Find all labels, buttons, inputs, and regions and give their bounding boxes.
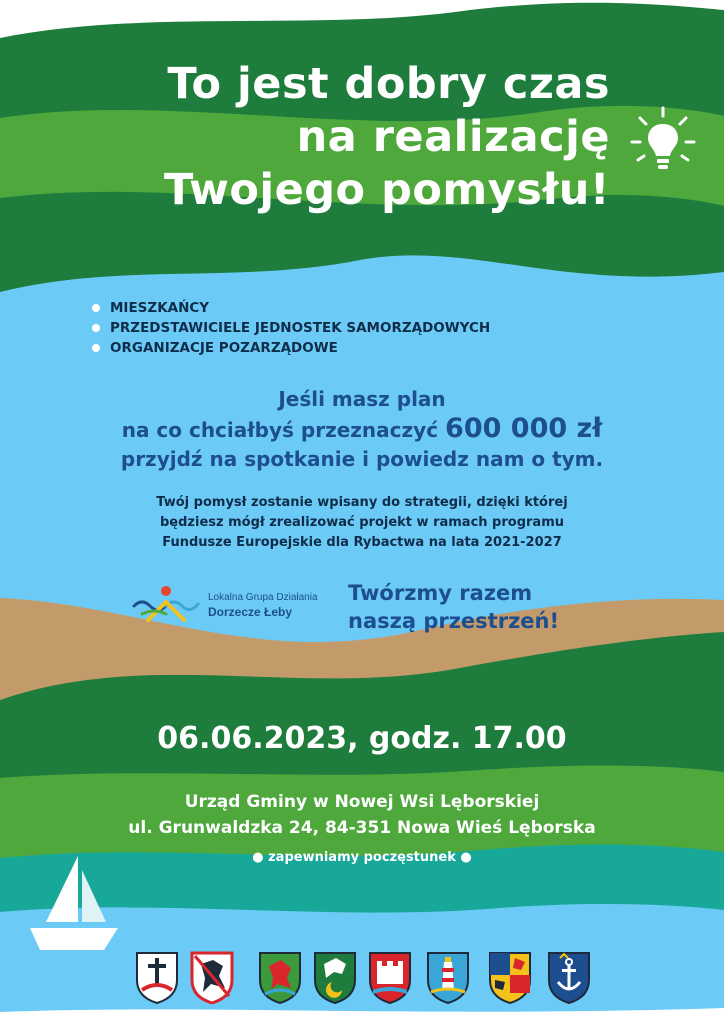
crest-griffin-moon-icon <box>312 950 358 1004</box>
amount: 600 000 zł <box>445 413 603 444</box>
venue-line-2: ul. Grunwaldzka 24, 84-351 Nowa Wieś Lęborska <box>128 818 596 838</box>
info-line-1: Twój pomysł zostanie wpisany do strategii, dzięki której <box>156 495 568 510</box>
headline-line-3: Twojego pomysłu! <box>164 165 610 215</box>
info-line-2: będziesz mógł zrealizować projekt w ramach programu <box>160 515 564 530</box>
refreshments-note: ● zapewniamy poczęstunek ● <box>252 850 472 865</box>
crest-anchor-icon <box>546 950 592 1004</box>
crest-lighthouse-icon <box>425 950 471 1004</box>
slogan-line-1: Twórzmy razem <box>348 581 533 605</box>
lead-line-2 <box>0 414 724 445</box>
event-venue <box>0 789 724 841</box>
headline <box>0 58 610 217</box>
slogan-line-2: naszą przestrzeń! <box>348 609 560 633</box>
sailboat-icon <box>26 852 122 960</box>
lead-text <box>0 385 724 474</box>
event-datetime: 06.06.2023, godz. 17.00 <box>157 721 567 756</box>
municipal-crests <box>134 950 594 1008</box>
crest-yellow-griffins-icon <box>487 950 533 1004</box>
headline-line-2: na realizację <box>296 112 610 162</box>
info-paragraph <box>0 493 724 553</box>
lead-line-3: przyjdź na spotkanie i powiedz nam o tym. <box>120 447 604 471</box>
lightbulb-icon <box>628 104 698 174</box>
lead-line-2-prefix: na co chciałbyś przeznaczyć <box>121 418 439 442</box>
logo-text-line-1: Lokalna Grupa Działania <box>208 592 318 603</box>
venue-line-1: Urząd Gminy w Nowej Wsi Lęborskiej <box>184 792 540 812</box>
slogan <box>348 579 559 635</box>
headline-line-1: To jest dobry czas <box>167 59 610 109</box>
crest-griffin-red-icon <box>189 950 235 1004</box>
lead-line-1: Jeśli masz plan <box>278 387 446 411</box>
audience-item: ORGANIZACJE POZARZĄDOWE <box>92 338 490 358</box>
logo-text-line-2: Dorzecze Łeby <box>208 605 293 619</box>
audience-item: PRZEDSTAWICIELE JEDNOSTEK SAMORZĄDOWYCH <box>92 318 490 338</box>
crest-castle-icon <box>367 950 413 1004</box>
crest-griffin-green-icon <box>257 950 303 1004</box>
info-line-3: Fundusze Europejskie dla Rybactwa na lata 2021-2027 <box>162 535 562 550</box>
crest-cross-icon <box>134 950 180 1004</box>
audience-item: MIESZKAŃCY <box>92 298 490 318</box>
audience-list <box>92 298 490 358</box>
